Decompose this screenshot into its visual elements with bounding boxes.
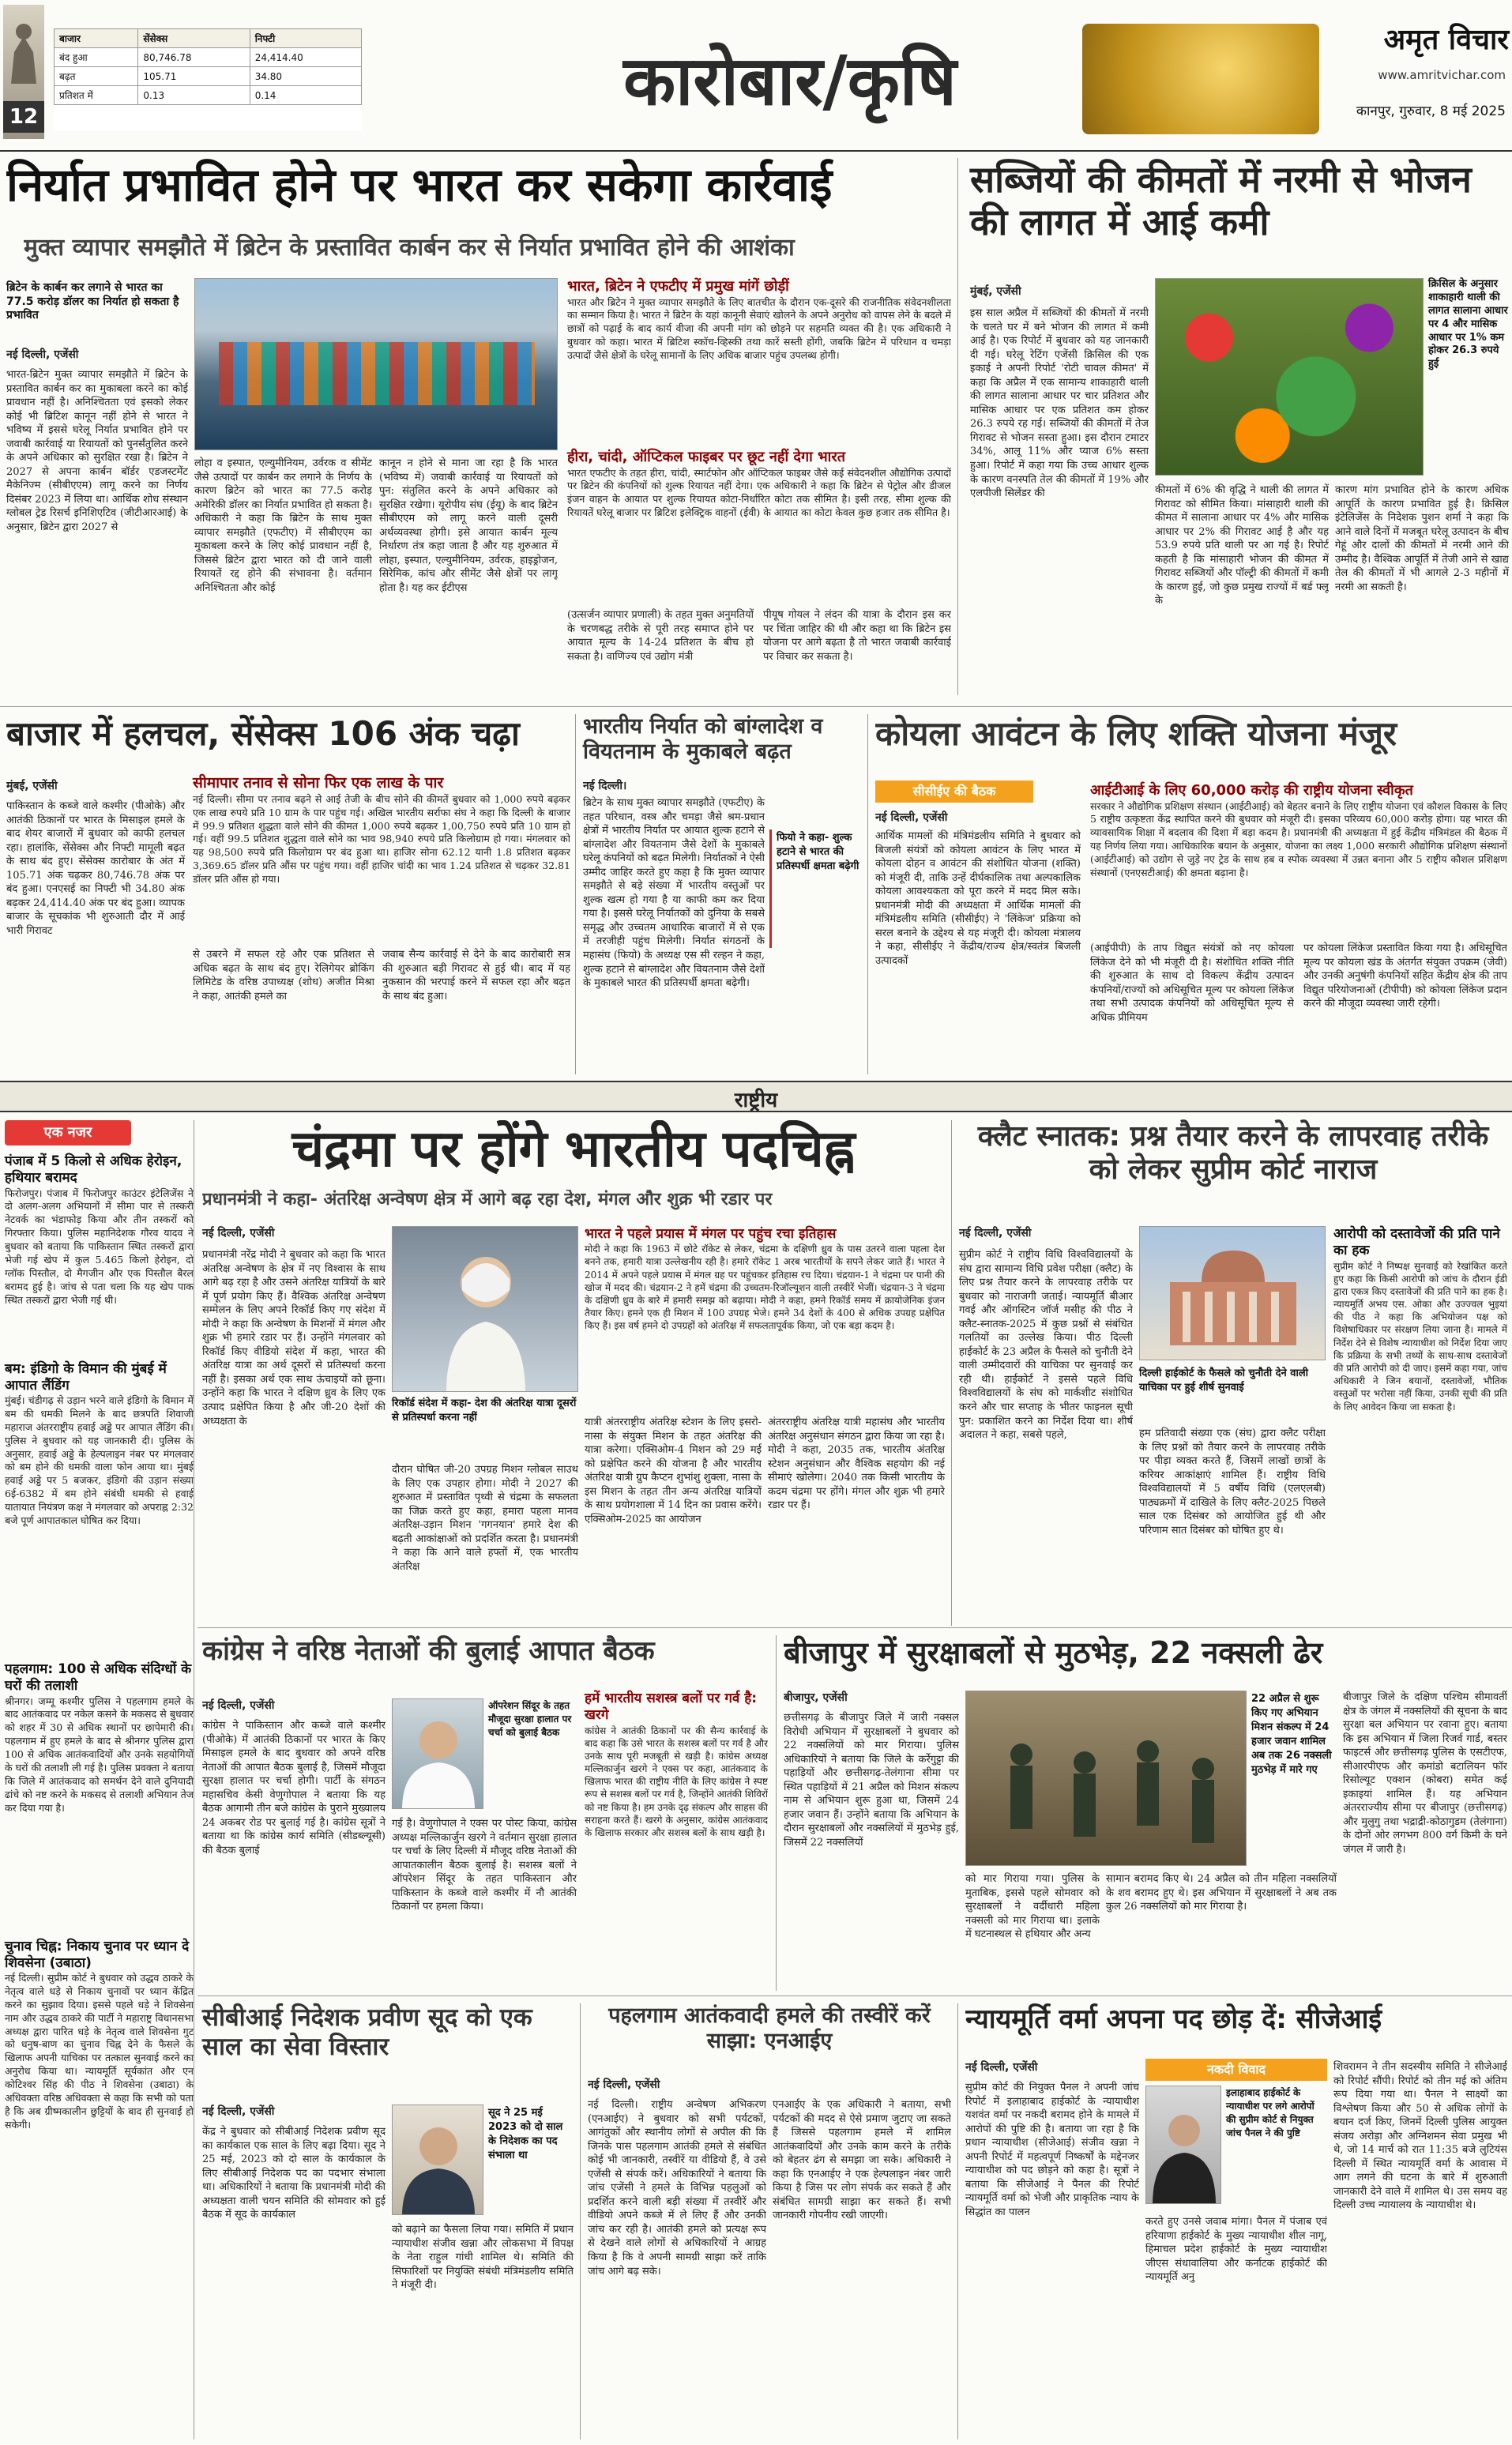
- uk-body-col2: लोहा व इस्पात, एल्युमीनियम, उर्वरक व सीमेंट जैसे उत्पादों पर कार्बन कर लगाने के निर्णय के कारण ब्रिटेन को भारत का 77.5 करोड़ अमेरिकी डॉलर का निर्यात प्रभावित हो सकता है। अधिकारी ने कहा कि ब्रिटेन के साथ मुक्त व्यापार समझौते (एफटीए) में सीबीएएम का मुकाबला करने के लिए कोई प्रावधान नहीं है, जिससे ब्रिटेन द्वारा भारत को दी जाने वाली रियायतें रद्द होने की संभावना है। वर्तमान अनिश्चितता और कोई: [194, 457, 372, 594]
- port-photo: [194, 278, 558, 450]
- uk-box-1: भारत, ब्रिटेन ने एफटीए में प्रमुख मांगें छोड़ीं भारत और ब्रिटेन ने मुक्त व्यापार समझौते के लिए बातचीत के दौरान एक-दूसरे की राजनीतिक संवेदनशीलता का सम्मान किया है। भारत ने ब्रिटेन के यहां कानूनी सेवाएं खोलने के अपने अनुरोध को वापस लेने के बदले में छात्रों को पढ़ाई के बाद कार्य वीजा की अपनी मांग को छोड़ने पर सहमति व्यक्त की है। एक अधिकारी ने बुधवार को कहा। भारत में ब्रिटिश स्कॉच-व्हिस्की तथा कारें सस्ती होंगी, जबकि ब्रिटेन में परिधान व चमड़ा उत्पादों जैसे क्षेत्रों के घरेलू सामानों के लिए अधिक बाजार पहुंच उपलब्ध होगी।: [567, 278, 951, 361]
- bijapur-body-col1: छत्तीसगढ़ के बीजापुर जिले में जारी नक्सल विरोधी अभियान में सुरक्षाबलों ने बुधवार को 22 नक्सलियों को मार गिराया। पुलिस अधिकारियों ने बताया कि जिले के कर्रेगुट्टा की पहाड़ियों और छत्तीसगढ़-तेलंगाना सीमा पर स्थित पहाड़ियों में 21 अप्रैल को मिशन संकल्प नाम से अभियान शुरू हुआ था, जिसमें 24 हजार जवान हैं। उन्होंने बताया कि अभियान के दौरान सुरक्षाबलों और नक्सलियों में मुठभेड़ हुई, जिसमें 22 नक्सलियों: [784, 1712, 959, 1849]
- veg-headline: सब्जियों की कीमतों में नरमी से भोजन की लागत में आई कमी: [970, 158, 1472, 244]
- verma-photo: [1145, 2086, 1221, 2204]
- kharge-photo: [392, 1698, 483, 1809]
- supreme-court-photo: [1139, 1226, 1326, 1360]
- section-rule-3: [197, 1995, 1512, 1996]
- congress-body-col2: गई है। वेणुगोपाल ने एक्स पर पोस्ट किया, कांग्रेस अध्यक्ष मल्लिकार्जुन खरगे ने वर्तमान सुरक्षा हालात पर चर्चा के लिए दिल्ली में मौजूद वरिष्ठ नेताओं की आपातकालीन बैठक बुलाई है। सशस्त्र बलों ने ऑपरेशन सिंदूर के तहत पाकिस्तान और पाकिस्तान के कब्जे वाले कश्मीर में नौ आतंकी ठिकानों पर हमला किया।: [392, 1818, 577, 1913]
- page-number-block: [3, 5, 44, 139]
- uk-body-col4: (उत्सर्जन व्यापार प्रणाली) के तहत मुक्त अनुमतियों के चरणबद्ध तरीके से पूरी तरह समाप्त होने पर आयात मूल्य के 14-24 प्रतिशत के बीच हो सकता है। वाणिज्य एवं उद्योग मंत्री: [567, 609, 754, 663]
- section-rule-1: [0, 706, 1512, 707]
- website: www.amritvichar.com: [1378, 68, 1506, 82]
- section-title: कारोबार/कृषि: [623, 41, 957, 121]
- export-headline: भारतीय निर्यात को बांग्लादेश व वियतनाम के मुकाबले बढ़त: [583, 714, 823, 764]
- moon-box: भारत ने पहले प्रयास में मंगल पर पहुंच रचा इतिहास मोदी ने कहा कि 1963 में छोटे रॉकेट से लेकर, चंद्रमा के दक्षिणी ध्रुव के पास उतरने वाला पहला देश बनने तक, हमारी यात्रा उल्लेखनीय रही है। हमारे रॉकेट 1 अरब भारतीयों के सपने लेकर जाते हैं। भारत ने 2014 में अपने पहले प्रयास में मंगल ग्रह पर पहुंचकर इतिहास रच दिया। चंद्रयान-1 ने चंद्रमा पर पानी की खोज में मदद की। चंद्रयान-2 ने हमें चंद्रमा की उच्चतम-रिजॉल्यूशन वाली तस्वीरें भेजीं। चंद्रयान-3 ने चंद्रमा के दक्षिणी ध्रुव के बारे में हमारी समझ को बढ़ाया। मोदी ने कहा, हमने रिकॉर्ड समय में क्रायोजेनिक इंजन तैयार किए। हमने एक ही मिशन में 100 उपग्रह भेजे। हमने 34 देशों के 400 से अधिक उपग्रह प्रक्षेपित किए हैं। इस वर्ष हमने दो उपग्रहों को अंतरिक्ष में सफलतापूर्वक किया, जो एक बड़ा कदम है।: [585, 1226, 945, 1332]
- veg-dateline: मुंबई, एजेंसी: [970, 285, 1021, 298]
- bijapur-body-col3: सामान बरामद किए थे। 24 अप्रैल को तीन महिला नक्सलियों के शव बरामद हुए थे। इस अभियान में सुरक्षाबलों ने अब तक कुल 26 नक्सलियों को मार गिराया है।: [1106, 1873, 1337, 1913]
- brief-1-text: फिरोजपुर। पंजाब में फिरोजपुर काउंटर इंटेलिजेंस ने दो अलग-अलग अभियानों में सीमा पार से तस्करी नेटवर्क का भंडाफोड़ किया और तीन तस्करों को गिरफ्तार किया। पुलिस महानिदेशक गौरव यादव ने बुधवार को बताया कि पाकिस्तान स्थित तस्करों द्वारा भेजी गई खेप में कुल 5.465 किलो हेरोइन, दो ग्लॉक पिस्तौल, दो मैगजीन और एक पिस्तौल बैरल बरामद हुई है। जांच से पता चला कि यह खेप पाक स्थित तस्करों द्वारा भेजी गई थी।: [5, 1187, 194, 1306]
- market-body-col2: से उबरने में सफल रहे और एक प्रतिशत से अधिक बढ़त के साथ बंद हुए। रेलिगेयर ब्रोकिंग लिमिटेड के वरिष्ठ उपाध्यक्ष (शोध) अजीत मिश्रा ने कहा, आतंकी हमले का: [193, 949, 374, 1002]
- uk-body-col1: भारत-ब्रिटेन मुक्त व्यापार समझौते में ब्रिटेन के प्रस्तावित कार्बन कर का मुकाबला करने का कोई प्रावधान नहीं है। अनिश्चितता एवं इसको लेकर कोई भी ब्रिटिश कानून नहीं होने से भारत ने भविष्य में इससे घरेलू निर्यात प्रभावित होने पर जवाबी कार्रवाई या रियायतों को पुनर्संतुलित करने के अपने अधिकार को सुरक्षित रखा है। ब्रिटेन ने 2027 से अपना कार्बन बॉर्डर एडजस्टमेंट मैकेनिज्म (सीबीएएम) लागू करने का निर्णय दिसंबर 2023 में लिया था। आर्थिक शोध संस्थान ग्लोबल ट्रेड रिसर्च इनिशिएटिव (जीटीआरआई) के अनुसार, ब्रिटेन द्वारा 2027 से: [6, 369, 188, 534]
- clat-side-box: आरोपी को दस्तावेजों की प्रति पाने का हक सुप्रीम कोर्ट ने निष्पक्ष सुनवाई को रेखांकित करते हुए कहा कि किसी आरोपी को जांच के दौरान ईडी द्वारा एकत्र किए दस्तावेजों की प्रति पाने का हक है। न्यायमूर्ति अभय एस. ओका और उज्ज्वल भुइयां की पीठ ने कहा कि अभियोजन पक्ष को विशेषाधिकार पर संरक्षण लिया जाना है। मामले में निर्देश देने से विशेष न्यायाधीश को निर्देश दिया जाए कि प्रक्रिया के सभी तथ्यों के साथ-साथ दस्तावेजों की प्रति आरोपी को दी जाए। इसमें कहा गया, जांच अधिकारी ने जिन बयानों, दस्तावेजों, भौतिक वस्तुओं पर भरोसा नहीं किया, उनकी सूची की प्रति के लिए आवेदन किया जा सकता है।: [1333, 1226, 1507, 1412]
- bijapur-dateline: बीजापुर, एजेंसी: [784, 1691, 848, 1704]
- pm-caption: रिकॉर्ड संदेश में कहा- देश की अंतरिक्ष यात्रा दूसरों से प्रतिस्पर्धा करना नहीं: [392, 1397, 577, 1424]
- congress-dateline: नई दिल्ली, एजेंसी: [202, 1699, 275, 1712]
- coal-dateline: नई दिल्ली, एजेंसी: [875, 811, 948, 824]
- market-cell: 24,414.40: [250, 48, 361, 67]
- clat-caption: दिल्ली हाईकोर्ट के फैसले को चुनौती देने वाली याचिका पर हुई शीर्ष सुनवाई: [1139, 1367, 1309, 1394]
- congress-headline: कांग्रेस ने वरिष्ठ नेताओं की बुलाई आपात बैठक: [202, 1635, 655, 1667]
- export-quote: फियो ने कहा- शुल्क हटाने से भारत की प्रतिस्पर्धी क्षमता बढ़ेगी: [769, 829, 861, 948]
- page-number: 12: [3, 101, 44, 133]
- table-row: [55, 29, 362, 48]
- bull-icon: [6, 13, 41, 92]
- brief-2-head: बम: इंडिगो के विमान की मुंबई में आपात लैंडिंग: [5, 1360, 167, 1394]
- moon-subhead: प्रधानमंत्री ने कहा- अंतरिक्ष अन्वेषण क्षेत्र में आगे बढ़ रहा देश, मंगल और शुक्र भी रडार पर: [202, 1190, 773, 1209]
- market-cell: 105.71: [138, 67, 250, 86]
- brief-4-text: नई दिल्ली। सुप्रीम कोर्ट ने बुधवार को उद्धव ठाकरे के नेतृत्व वाले धड़े से निकाय चुनावों पर ध्यान केंद्रित करने का सुझाव दिया। इससे पहले धड़े ने शिवसेना नाम और उद्धव ठाकरे की पार्टी ने महाराष्ट्र विधानसभा अध्यक्ष द्वारा पारित धड़े के नेतृत्व वाले शिवसेना गुट को धनुष-बाण का चुनाव चिह्न देने के फैसले के खिलाफ अपनी याचिका पर तत्काल सुनवाई करने का अनुरोध किया था। न्यायमूर्ति सूर्यकांत और एन कोटिश्वर सिंह की पीठ ने शिवसेना (उबाठा) के अधिवक्ता वरिष्ठ अधिवक्ता से कहा कि सभी को पता है कि अब ग्रीष्मकालीन छुट्टियों के बाद ही सुनवाई हो सकेगी।: [5, 1972, 194, 2131]
- brief-4-head: चुनाव चिह्न: निकाय चुनाव पर ध्यान दे शिवसेना (उबाठा): [5, 1938, 190, 1971]
- brand-logo: अमृत विचार: [1383, 23, 1509, 56]
- uk-box-2: हीरा, चांदी, ऑप्टिकल फाइबर पर छूट नहीं देगा भारत भारत एफटीए के तहत हीरा, चांदी, स्मार्टफोन और ऑप्टिकल फाइबर जैसे कई संवेदनशील औद्योगिक उत्पादों पर ब्रिटेन की कंपनियों को शुल्क रियायत नहीं देगा। एक अधिकारी ने कहा कि ब्रिटेन से पेट्रोल और डीजल इंजन वाहन के आयात पर शुल्क रियायत कोटा-निर्धारित कोटा तक सीमित है। इसी तरह, सीमा शुल्क की रियायतें घरेलू बाजार पर ब्रिटिश इलेक्ट्रिक वाहनों (ईवी) के आयात का कोटा केवल कुछ हजार तक सीमित है।: [567, 449, 951, 519]
- market-cell: बढ़त: [55, 67, 138, 86]
- national-band: [0, 1081, 1512, 1112]
- clat-body-col2: हम प्रतिवादी संख्या एक (संघ) द्वारा क्लैट परीक्षा के लिए प्रश्नों को तैयार करने के लापरवाह तरीके पर पीड़ा व्यक्त करते हैं, जिसमें लाखों छात्रों के करियर आकांक्षाएं शामिल हैं। राष्ट्रीय विधि विश्वविद्यालयों में 5 वर्षीय विधि (एलएलबी) पाठ्यक्रमों में दाखिले के लिए क्लैट-2025 पिछले साल एक दिसंबर को आयोजित हुई थी और परिणाम सात दिसंबर को घोषित हुए थे।: [1139, 1428, 1326, 1537]
- moon-body-col2: दौरान घोषित जी-20 उपग्रह मिशन ग्लोबल साउथ के लिए एक उपहार होगा। मोदी ने 2027 की शुरुआत में प्रस्तावित पृथ्वी से चंद्रमा के सफलता का जिक्र करते हुए कहा, हमारा पहला मानव अंतरिक्ष-उड़ान मिशन 'गगनयान' हमारे देश की बढ़ती आकांक्षाओं को प्रदर्शित करता है। प्रधानमंत्री ने कहा कि आने वाले हफ्तों में, एक भारतीय अंतरिक्ष: [392, 1464, 578, 1573]
- nia-headline: पहलगाम आतंकवादी हमले की तस्वीरें करें साझा: एनआईए: [608, 2003, 931, 2053]
- verma-body-col2: करते हुए उनसे जवाब मांगा। पैनल में पंजाब एवं हरियाणा हाईकोर्ट के मुख्य न्यायाधीश शील नागू, हिमाचल प्रदेश हाईकोर्ट के मुख्य न्यायाधीश जीएस संधावालिया और कर्नाटक हाईकोर्ट की न्यायमूर्ति अनु: [1145, 2216, 1327, 2284]
- gold-box: सीमापार तनाव से सोना फिर एक लाख के पार नई दिल्ली। सीमा पर तनाव बढ़ने से आई तेजी के बीच सोने की कीमतें बुधवार को 1,000 रुपये बढ़कर एक लाख रुपये प्रति 10 ग्राम के पार पहुंच गई। अखिल भारतीय सर्राफा संघ ने कहा कि दिल्ली के बाजार में 99.9 प्रतिशत शुद्धता वाले सोने की कीमत 1,000 रुपये बढ़कर 1,00,750 रुपये प्रति 10 ग्राम हो गई। वहीं 99.5 प्रतिशत शुद्धता वाले सोने का भाव 98,940 रुपये प्रति किलोग्राम हो गया। मंगलवार को यह 98,500 रुपये प्रति किलोग्राम पर बंद हुआ था। हाजिर सोना 62.12 यानी 1.8 प्रतिशत बढ़कर 3,369.65 डॉलर प्रति औंस पर पहुंच गया। वहीं हाजिर चांदी का भाव 1.24 प्रतिशत से चढ़कर 32.81 डॉलर प्रति औंस हो गया।: [193, 774, 570, 885]
- moon-dateline: नई दिल्ली, एजेंसी: [202, 1227, 275, 1239]
- coal-body-col2: (आईपीपी) के ताप विद्युत संयंत्रों को नए कोयला लिंकेज देने को भी मंजूरी दी है। संशोधित शक्ति नीति की शुरुआत के साथ दो विकल्प केंद्रीय उत्पादन कंपनियों/राज्यों को अधिसूचित मूल्य पर कोयला लिंकेज तथा सभी उत्पादक कंपनियों को अधिसूचित मूल्य से अधिक प्रीमियम: [1090, 942, 1294, 1024]
- bijapur-headline: बीजापुर में सुरक्षाबलों से मुठभेड़, 22 नक्सली ढेर: [784, 1635, 1323, 1670]
- sood-photo: [392, 2105, 483, 2215]
- uk-highlight: ब्रिटेन के कार्बन कर लगाने से भारत का 77.5 करोड़ डॉलर का निर्यात हो सकता है प्रभावित: [6, 281, 179, 322]
- moon-body-col4: अंतरराष्ट्रीय अंतरिक्ष यात्री महासंघ और भारतीय अंतरिक्ष अनुसंधान संगठन द्वारा किया जा रहा है। मोदी ने कहा, 2035 तक, भारतीय अंतरिक्ष स्टेशन अनुसंधान और वैश्विक सहयोग की नई सीमाएं खोलेगा। 2040 तक किसी भारतीय के कदम चंद्रमा पर होंगे। मंगल और शुक्र भी हमारे रडार पर हैं।: [768, 1416, 945, 1512]
- congress-body-col1: कांग्रेस ने पाकिस्तान और कब्जे वाले कश्मीर (पीओके) में आतंकी ठिकानों पर भारत के किए मिसाइल हमले के बाद बुधवार को अपने वरिष्ठ नेताओं की आपात बैठक बुलाई है, जिसमें मौजूदा सुरक्षा हालात पर चर्चा होगी। पार्टी के संगठन महासचिव केसी वेणुगोपाल ने बताया कि यह बैठक आगामी तीन बजे कांग्रेस के पुराने मुख्यालय 24 अकबर रोड पर बुलाई गई है। कांग्रेस सूत्रों ने बताया था कि कांग्रेस कार्य समिति (सीडब्ल्यूसी) की बैठक बुलाई: [202, 1720, 386, 1856]
- vertical-divider: [867, 714, 868, 1074]
- market-body-col3: जवाब सैन्य कार्रवाई से देने के बाद कारोबारी सत्र की शुरुआत बड़ी गिरावट से हुई थी। बाद में यह नुकसान की भरपाई करने में सफल रहा और बढ़त के साथ बंद हुआ।: [382, 949, 570, 1002]
- nia-body-col2: एनआईए के एक अधिकारी ने बताया, सभी पर्यटकों की मदद से ऐसे प्रमाण जुटाए जा सकते हैं जिससे पहलगाम हमले में शामिल आतंकवादियों और उनके काम करने के तरीके को बेहतर ढंग से समझा जा सके। अधिकारी ने कहा कि एनआईए ने एक हेल्पलाइन नंबर जारी किया है जिस पर लोग संपर्क कर सकते हैं और संबंधित सामग्री साझा कर सकते हैं। सभी जानकारी गोपनीय रखी जाएगी।: [773, 2099, 951, 2222]
- brief-3-text: श्रीनगर। जम्मू कश्मीर पुलिस ने पहलगाम हमले के बाद आतंकवाद पर नकेल कसने के मकसद से बुधवार को शहर में 30 से अधिक स्थानों पर छापेमारी की। पहलगाम में हुए हमले के बाद से श्रीनगर पुलिस द्वारा 100 से अधिक आतंकवादियों और उनके सहयोगियों के घरों की तलाशी ली गई है। पुलिस प्रवक्ता ने बताया कि जिले में आतंकवाद को समर्थन देने वाले दुनियादी ढांचे को नष्ट करने के मकसद से तलाशी अभियान तेज कर दिया गया है।: [5, 1695, 194, 1814]
- pm-photo: [392, 1226, 578, 1392]
- person-icon: [399, 2116, 478, 2215]
- market-cell: प्रतिशत में: [55, 86, 138, 105]
- clat-dateline: नई दिल्ली, एजेंसी: [959, 1227, 1032, 1239]
- market-header-cell: बाजार: [55, 29, 138, 48]
- clat-headline: क्लैट स्नातक: प्रश्न तैयार करने के लापरवाह तरीके को लेकर सुप्रीम कोर्ट नाराज: [977, 1120, 1489, 1187]
- table-row: [55, 86, 362, 105]
- masthead: [0, 0, 1512, 146]
- export-dateline: नई दिल्ली।: [583, 780, 627, 792]
- cbi-caption: सूद ने 25 मई 2023 को दो साल के निदेशक का पद संभाला था: [488, 2107, 563, 2161]
- market-body-col1: पाकिस्तान के कब्जे वाले कश्मीर (पीओके) और आतंकी ठिकानों पर भारत के मिसाइल हमले के बाद शेयर बाजारों में बुधवार को काफी हलचल रहा। हालांकि, सेंसेक्स और निफ्टी मामूली बढ़त के साथ बंद हुए। सेंसेक्स कारोबार के अंत में 105.71 अंक चढ़कर 80,746.78 अंक पर बंद हुआ। एनएसई का निफ्टी भी 34.80 अंक बढ़कर 24,414.40 अंक पर बंद हुआ। व्यापक बाजार के सूचकांक भी शुरुआती दौर में आई भारी गिरावट: [6, 800, 185, 937]
- forces-photo: [965, 1691, 1247, 1866]
- verma-tag: नकदी विवाद: [1145, 2059, 1327, 2081]
- verma-headline: न्यायमूर्ति वर्मा अपना पद छोड़ दें: सीजेआई: [965, 2003, 1382, 2035]
- market-table: [54, 28, 362, 105]
- vertical-divider: [951, 1120, 952, 1626]
- bijapur-body-col4: बीजापुर जिले के दक्षिण पश्चिम सीमावर्ती क्षेत्र के जंगल में नक्सलियों की सूचना के बाद सुरक्षा बल अभियान पर रवाना हुए। बताया कि इस अभियान में जिला रिजर्व गार्ड, बस्तर फाइटर्स और छत्तीसगढ़ पुलिस के एसटीएफ, सीआरपीएफ और कमांडो बटालियन फॉर रिसोल्यूट एक्शन (कोबरा) समेत कई इकाइयां शामिल हैं। यह अभियान अंतरराज्यीय सीमा पर बीजापुर (छत्तीसगढ़) और मुलुगु तथा भद्राद्री-कोठागुडम (तेलंगाना) के दोनों ओर लगभग 800 वर्ग किमी के घने जंगल में जारी है।: [1343, 1691, 1507, 1856]
- gold-coins-graphic: [1082, 24, 1319, 134]
- coal-tag: सीसीईए की बैठक: [875, 781, 1033, 803]
- uk-body-col3: कानून न होने से माना जा रहा है कि भारत (भविष्य में) जवाबी कार्रवाई या रियायतों को पुन: संतुलित करने के अपने अधिकार को सुरक्षित रखेगा। यूरोपीय संघ (ईयू) के बाद ब्रिटेन सीबीएएम को लागू करने वाली दूसरी अर्थव्यवस्था होगी। इसे आयात कार्बन मूल्य निर्धारण तंत्र कहा जाता है और यह शुरुआत में लोहा, इस्पात, एल्युमीनियम, उर्वरक, हाइड्रोजन, सिरेमिक, कांच और सीमेंट जैसे क्षेत्रों पर लागू होता है। यह कर ईटीएस: [379, 457, 558, 594]
- verma-body-col1: सुप्रीम कोर्ट की नियुक्त पैनल ने अपनी जांच रिपोर्ट में इलाहाबाद हाईकोर्ट के न्यायाधीश यशवंत वर्मा पर नकदी बरामद होने के मामले में आरोपों की पुष्टि की है। बताया जा रहा है कि प्रधान न्यायाधीश (सीजेआई) संजीव खन्ना ने अपनी रिपोर्ट में महत्वपूर्ण निष्कर्षों के मद्देनजर न्यायाधीश को पद छोड़ने को कहा है। सूत्रों ने बताया कि सीजेआई ने पैनल की रिपोर्ट न्यायमूर्ति वर्मा को भेजी और प्राकृतिक न्याय के सिद्धांत का पालन: [965, 2082, 1139, 2218]
- uk-subhead: मुक्त व्यापार समझौते में ब्रिटेन के प्रस्तावित कार्बन कर से निर्यात प्रभावित होने की आशंका: [24, 234, 795, 261]
- court-building-icon: [1154, 1243, 1312, 1353]
- soldiers-icon: [974, 1723, 1239, 1865]
- congress-box: हमें भारतीय सशस्त्र बलों पर गर्व है: खरगे कांग्रेस ने आतंकी ठिकानों पर की सैन्य कार्रवाई के बाद कहा कि उसे भारत के सशस्त्र बलों पर गर्व है और उनके साथ पूरी मजबूती से खड़ी है। कांग्रेस अध्यक्ष मल्लिकार्जुन खरगे ने एक्स पर कहा, आतंकवाद के खिलाफ भारत की राष्ट्रीय नीति के लिए कांग्रेस ने स्पष्ट रूप से सशस्त्र बलों पर गर्व है, जिन्होंने आतंकी शिविरों को नष्ट किया है। हम उनके दृढ़ संकल्प और साहस की सराहना करते हैं। खरगे के अनुसार, कांग्रेस आतंकवाद के खिलाफ सरकार और सशस्त्र बलों के साथ खड़ी है।: [585, 1691, 768, 1838]
- uk-headline: निर्यात प्रभावित होने पर भारत कर सकेगा कार्रवाई: [6, 158, 833, 212]
- market-header-cell: निफ्टी: [250, 29, 361, 48]
- person-icon: [1151, 2104, 1217, 2204]
- section-rule-2: [197, 1627, 1512, 1628]
- cbi-headline: सीबीआई निदेशक प्रवीण सूद को एक साल का सेवा विस्तार: [202, 2003, 532, 2061]
- vertical-divider: [957, 158, 958, 695]
- nia-body-col1: नई दिल्ली। राष्ट्रीय अन्वेषण अभिकरण (एनआईए) ने बुधवार को सभी पर्यटकों, आगंतुकों और स्थानीय लोगों से अपील की कि जिनके पास पहलगाम आतंकी हमले से संबंधित कोई भी जानकारी, तस्वीरें या वीडियो हैं, वे उसे एजेंसी से संपर्क करें। अधिकारियों ने बताया कि जांच एजेंसी ने हमले के विभिन्न पहलुओं को प्रदर्शित करने वाली बड़ी संख्या में तस्वीरें और वीडियो अपने कब्जे में ले लिए हैं और उनकी जांच कर रही है। आतंकी हमले को प्रत्यक्ष रूप से देखने वाले लोगों से अधिकारियों ने आग्रह किया है कि वे अपनी सामग्री साझा करें ताकि जांच आगे बढ़ सके।: [588, 2099, 766, 2278]
- table-row: [55, 48, 362, 67]
- brief-1-head: पंजाब में 5 किलो से अधिक हेरोइन, हथियार बरामद: [5, 1153, 182, 1187]
- market-cell: 80,746.78: [138, 48, 250, 67]
- market-header-cell: सेंसेक्स: [138, 29, 250, 48]
- dateline-masthead: कानपुर, गुरुवार, 8 मई 2025: [1356, 103, 1506, 119]
- moon-headline: चंद्रमा पर होंगे भारतीय पदचिह्न: [291, 1120, 856, 1179]
- market-table-wrap: [54, 28, 362, 131]
- iti-box: आईटीआई के लिए 60,000 करोड़ की राष्ट्रीय योजना स्वीकृत सरकार ने औद्योगिक प्रशिक्षण संस्थान (आईटीआई) को बेहतर बनाने के लिए राष्ट्रीय योजना एवं कौशल विकास के लिए 5 राष्ट्रीय उत्कृष्टता केंद्र स्थापित करने की बुधवार को मंजूरी दी। इसका परिव्यय 60,000 करोड़ होगा। यह भारत की व्यावसायिक शिक्षा में बदलाव की दिशा में बड़ा कदम है। प्रधानमंत्री की अध्यक्षता में हुई केंद्रीय मंत्रिमंडल की बैठक में यह निर्णय लिया गया। आधिकारिक बयान के अनुसार, योजना का लक्ष्य 1,000 सरकारी औद्योगिक प्रशिक्षण संस्थानों (आईटीआई) को उद्योग से जुड़े नए ट्रेड के साथ हब व स्पोक व्यवस्था में उन्नत बनाना और 5 राष्ट्रीय कौशल प्रशिक्षण संस्थानों (एनएसटीआई) की क्षमता बढ़ाना है।: [1090, 782, 1507, 878]
- bijapur-body-col2: को मार गिराया गया। पुलिस के मुताबिक, इससे पहले सोमवार को सुरक्षाबलों ने वर्दीधारी महिला नक्सली को मार गिराया था। इलाके में घटनास्थल से हथियार और अन्य: [965, 1873, 1100, 1941]
- moon-body-col3: यात्री अंतरराष्ट्रीय अंतरिक्ष स्टेशन के लिए इसरो-नासा के संयुक्त मिशन के तहत अंतरिक्ष की यात्रा करेगा। एक्सिओम-4 मिशन को 29 मई को प्रक्षेपित करने की योजना है और भारतीय अंतरिक्ष यात्री ग्रुप कैप्टन शुभांशु शुक्ला, नासा के इस मिशन के तहत तीन अन्य अंतरिक्ष यात्रियों के साथ प्रयोगशाला में 14 दिन का प्रवास करेंगे। एक्सिओम-2025 का आयोजन: [585, 1416, 762, 1525]
- bijapur-caption: 22 अप्रैल से शुरू किए गए अभियान मिशन संकल्प में 24 हजार जवान शामिल अब तक 26 नक्सली मुठभेड़ में मारे गए: [1251, 1693, 1332, 1776]
- coal-body-col1: आर्थिक मामलों की मंत्रिमंडलीय समिति ने बुधवार को बिजली संयंत्रों को कोयला आवंटन के लिए भारत में कोयला दोहन व आवंटन की संशोधित योजना (शक्ति) को मंजूरी दी, ताकि उन्हें दीर्घकालिक तथा अल्पकालिक कोयला आवश्यकता को पूरा करने में मदद मिल सके। प्रधानमंत्री मोदी की अध्यक्षता में आर्थिक मामलों की मंत्रिमंडलीय समिति (सीसीईए) ने 'लिंकेज' प्रक्रिया को सरल बनाने के उद्देश्य से यह मंजूरी दी। कोयला मंत्रालय ने कहा, सीसीईए ने केंद्रीय/राज्य क्षेत्र/स्वतंत्र बिजली उत्पादकों: [875, 830, 1081, 967]
- market-cell: 34.80: [250, 67, 361, 86]
- vertical-divider: [957, 2003, 958, 2439]
- clat-body-col1: सुप्रीम कोर्ट ने राष्ट्रीय विधि विश्वविद्यालयों के संघ द्वारा सामान्य विधि प्रवेश परीक्षा (क्लैट) के लिए प्रश्न तैयार करने के लापरवाह तरीके पर बुधवार को नाराजगी जताई। न्यायमूर्ति बीआर गवई और ऑगस्टिन जॉर्ज मसीह की पीठ ने क्लैट-स्नातक-2025 में कुछ प्रश्नों से संबंधित गलतियों का उल्लेख किया। पीठ दिल्ली हाईकोर्ट के 23 अप्रैल के फैसले को चुनौती देने वाली उम्मीदवारों की याचिका पर सुनवाई कर रही थी। हाईकोर्ट ने इससे पहले विधि विश्वविद्यालयों के संघ को मार्कशीट संशोधित करने और चार सप्ताह के भीतर फाइनल सूची पुन: प्रकाशित करने का निर्देश दिया था। शीर्ष अदालत ने कहा, सबसे पहले,: [959, 1249, 1133, 1442]
- veg-body-col1: इस साल अप्रैल में सब्जियों की कीमतों में नरमी के चलते घर में बने भोजन की लागत में कमी आई है। एक रिपोर्ट में बुधवार को यह जानकारी दी गई। घरेलू रेटिंग एजेंसी क्रिसिल की एक इकाई ने अपनी रिपोर्ट 'रोटी चावल कीमत' में कहा कि अप्रैल में एक सामान्य शाकाहारी थाली की लागत सालाना आधार पर चार प्रतिशत और मासिक आधार पर एक प्रतिशत कम होकर 26.3 रुपये रह गई। सब्जियों की कीमतों में तेज गिरावट से भोजन सस्ता हुआ। इस दौरान टमाटर 34%, आलू 11% और प्याज 6% सस्ता हुआ। रिपोर्ट में कहा गया कि उच्च आधार शुल्क के कारण वनस्पति तेल की कीमतों में 19% और एलपीजी सिलेंडर की: [970, 307, 1149, 500]
- export-body: ब्रिटेन के साथ मुक्त व्यापार समझौते (एफटीए) के तहत परिधान, वस्त्र और चमड़ा जैसे श्रम-प्रधान क्षेत्रों में भारतीय निर्यात पर आयात शुल्क हटाने से बांग्लादेश और वियतनाम जैसे देशों के मुकाबले घरेलू कंपनियों को बढ़त मिलेगी। निर्यातकों ने ऐसी उम्मीद जाहिर करते हुए कहा है कि मुक्त व्यापार समझौते से बड़े संख्या में भारतीय वस्तुओं पर शुल्क खत्म हो गया है या काफी कम कर दिया गया है। इससे घरेलू निर्यातकों को दुनिया के सबसे समृद्ध और उच्चतम आधारिक बाजारों में से एक में तरजीही पहुंच मिलेगी। निर्यात संगठनों के महासंघ (फियो) के अध्यक्ष एस सी रल्हन ने कहा, शुल्क हटाने से बांग्लादेश और वियतनाम जैसे देशों के मुकाबले भारत की प्रतिस्पर्धी क्षमता बढ़ेगी।: [583, 797, 765, 990]
- verma-caption: इलाहाबाद हाईकोर्ट के न्यायाधीश पर लगे आरोपों की सुप्रीम कोर्ट से नियुक्त जांच पैनल ने की पुष्टि: [1226, 2087, 1315, 2138]
- veg-callout: क्रिसिल के अनुसार शाकाहारी थाली की लागत सालाना आधार पर 4 और मासिक आधार पर 1% कम होकर 26.3 रुपये हुई: [1428, 278, 1508, 371]
- table-row: [55, 67, 362, 86]
- market-headline: बाजार में हलचल, सेंसेक्स 106 अंक चढ़ा: [6, 714, 520, 753]
- market-cell: बंद हुआ: [55, 48, 138, 67]
- brief-2-text: मुंबई। चंडीगढ़ से उड़ान भरने वाले इंडिगो के विमान में बम की धमकी मिलने के बाद छत्रपति शिवाजी महाराज अंतरराष्ट्रीय हवाई अड्डे पर आपात लैंडिंग की। पुलिस ने बुधवार को यह जानकारी दी। पुलिस के अनुसार, हवाई अड्डे के हेल्पलाइन नंबर पर मंगलवार को बम होने की धमकी वाला फोन आया था। मुंबई हवाई अड्डे पर 5 बजकर, इंडिगो की उड़ान संख्या 6ई-6382 में बम होने संबंधी धमकी से हवाई यातायात नियंत्रण कक्ष ने मंगलवार को अपराह्न 2:32 बजे पूर्ण आपातकाल घोषित कर दिया।: [5, 1394, 194, 1526]
- market-cell: 0.13: [138, 86, 250, 105]
- congress-caption: ऑपरेशन सिंदूर के तहत मौजूदा सुरक्षा हालात पर चर्चा को बुलाई बैठक: [488, 1700, 572, 1738]
- vertical-divider: [575, 714, 576, 1074]
- coal-headline: कोयला आवंटन के लिए शक्ति योजना मंजूर: [875, 714, 1397, 753]
- uk-dateline: नई दिल्ली, एजेंसी: [6, 348, 79, 361]
- veg-body-col2: कीमतों में 6% की वृद्धि ने थाली की लागत में गिरावट को सीमित किया। मांसाहारी थाली की कीमत में सालाना आधार पर 4% और मासिक आधार पर 2% की गिरावट आई है और यह 53.9 रुपये प्रति थाली पर आ गई है। रिपोर्ट कहती है कि मांसाहारी भोजन की कीमत में गिरावट सब्जियों और पॉल्ट्री की कीमतों में कमी के कारण हुई, जो कुछ प्रमुख राज्यों में बर्ड फ्लू के: [1155, 484, 1329, 607]
- cbi-body-col2: को बढ़ाने का फैसला लिया गया। समिति में प्रधान न्यायाधीश संजीव खन्ना और लोकसभा में विपक्ष के नेता राहुल गांधी शामिल थे। समिति की सिफारिशों पर नियुक्ति संबंधी मंत्रिमंडलीय समिति ने मंजूरी दी।: [392, 2224, 574, 2292]
- nia-dateline: नई दिल्ली, एजेंसी: [588, 2078, 660, 2091]
- brief-3-head: पहलगाम: 100 से अधिक संदिग्धों के घरों की तलाशी: [5, 1661, 192, 1695]
- vegetable-photo: [1155, 278, 1424, 476]
- person-icon: [438, 1243, 533, 1392]
- uk-body-col5: पीयूष गोयल ने लंदन की यात्रा के दौरान इस कर पर चिंता जाहिर की थी और कहा था कि ब्रिटेन इस योजना पर आगे बढ़ता है तो भारत जवाबी कार्रवाई पर विचार कर सकता है।: [763, 609, 951, 663]
- national-band-label: राष्ट्रीय: [734, 1089, 778, 1112]
- vertical-divider: [580, 2003, 581, 2439]
- cbi-body-col1: केंद्र ने बुधवार को सीबीआई निदेशक प्रवीण सूद का कार्यकाल एक साल के लिए बढ़ा दिया। सूद ने 25 मई, 2023 को दो साल के कार्यकाल के लिए सीबीआई निदेशक पद का पदभार संभाला था। अधिकारियों ने बताया कि प्रधानमंत्री मोदी की अध्यक्षता वाली चयन समिति की सोमवार को हुई बैठक में सूद के कार्यकाल: [202, 2126, 386, 2221]
- person-icon: [399, 1710, 478, 1809]
- verma-dateline: नई दिल्ली, एजेंसी: [965, 2061, 1038, 2074]
- coal-body-col3: पर कोयला लिंकेज प्रस्तावित किया गया है। अधिसूचित मूल्य पर कोयला खंड के अंतर्गत संयुक्त उपक्रम (जेवी) और उनकी अनुषंगी कंपनियों सहित केंद्रीय क्षेत्र की ताप विद्युत परियोजनाओं (टीपीपी) को कोयला लिंकेज प्रदान करने की मौजूदा व्यवस्था जारी रहेगी।: [1303, 942, 1507, 1010]
- market-cell: 0.14: [250, 86, 361, 105]
- ek-nazar-column: [5, 1120, 194, 2439]
- cbi-dateline: नई दिल्ली, एजेंसी: [202, 2105, 275, 2118]
- vertical-divider: [776, 1635, 777, 1991]
- veg-body-col3: कारण मांग प्रभावित होने के कारण अधिक आपूर्ति के कारण प्रभावित हुई है। क्रिसिल इंटेलिजेंस के निदेशक पुशन शर्मा ने कहा कि आने वाले दिनों में मजबूत घरेलू उत्पादन के बीच गेहूं और दालों की कीमतों में नरमी आने की उम्मीद है। वैश्विक आपूर्ति में तेजी आने से खाद्य तेल की कीमतों में भी आगले 2-3 महीनों में नरमी आ सकती है।: [1335, 484, 1509, 593]
- masthead-rule: [0, 150, 1512, 152]
- market-dateline: मुंबई, एजेंसी: [6, 780, 58, 792]
- verma-body-col3: शिवरामन ने तीन सदस्यीय समिति ने सीजेआई को रिपोर्ट सौंपी। रिपोर्ट को तीन मई को अंतिम रूप दिया गया था। पैनल ने साक्ष्यों का विश्लेषण किया और 50 से अधिक लोगों के बयान दर्ज किए, जिनमें दिल्ली पुलिस आयुक्त संजय अरोड़ा और अग्निशमन सेवा प्रमुख भी थे, जो 14 मार्च को रात 11:35 बजे लुटियंस दिल्ली में स्थित न्यायमूर्ति वर्मा के आवास में आग लगने की घटना के बारे में शुरुआती जानकारी देने वाले में शामिल थे। उस समय वह दिल्ली उच्च न्यायालय के न्यायाधीश थे।: [1333, 2061, 1507, 2212]
- ek-nazar-label: एक नजर: [5, 1120, 131, 1145]
- moon-body-col1: प्रधानमंत्री नरेंद्र मोदी ने बुधवार को कहा कि भारत अंतरिक्ष अन्वेषण के क्षेत्र में नए विश्वास के साथ आगे बढ़ रहा है और उसने अंतरिक्ष यात्रियों के बारे में पूर्ण प्रयोग किए हैं। वैश्विक अंतरिक्ष अन्वेषण सम्मेलन के लिए अपने रिकॉर्ड किए गए संदेश में मोदी ने कहा कि अन्वेषण के मिशनों में मंगल और शुक्र भी हमारे रडार पर हैं। उन्होंने मंगलवार को रिकॉर्ड किए वीडियो संदेश में कहा, भारत की अंतरिक्ष यात्रा का अर्थ दूसरों से प्रतिस्पर्धा करना नहीं है। इसका अर्थ एक साथ ऊंचाइयों को छूना। उन्होंने कहा कि भारत ने दक्षिण ध्रुव के लिए एक उत्पाद प्रक्षेपित किया है और जी-20 देशों की अध्यक्षता के: [202, 1249, 386, 1428]
